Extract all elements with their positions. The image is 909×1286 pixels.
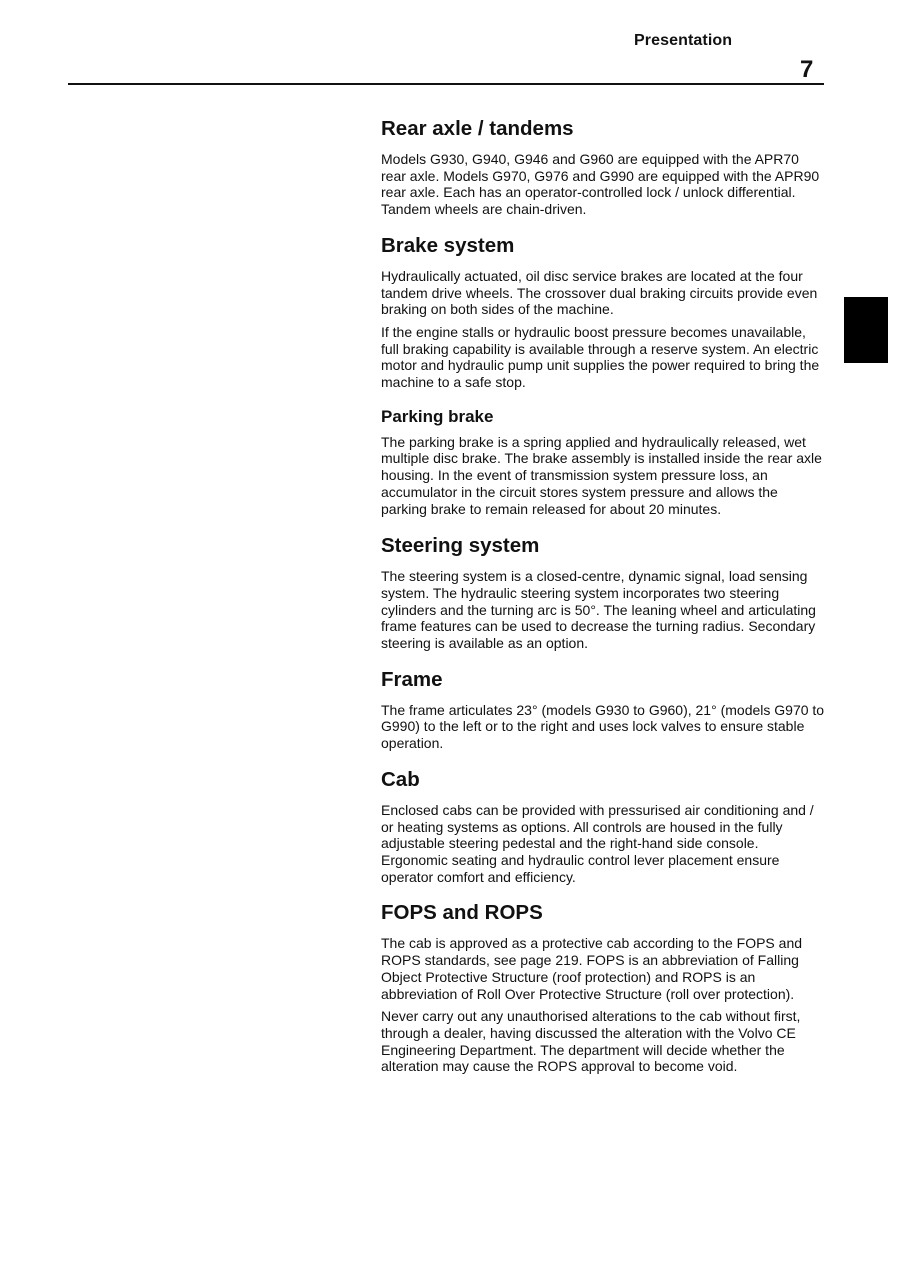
paragraph: Enclosed cabs can be provided with pressurised air conditioning and / or heating systems as options. All controls are housed in the fully adjustable steering pedestal and the right-hand side console. Ergonomic seating and hydraulic control lever placement ensure operator comfort and efficiency. <box>381 801 814 885</box>
page-number: 7 <box>800 56 814 83</box>
paragraph: If the engine stalls or hydraulic boost pressure becomes unavailable, full braking capability is available through a reserve system. An electric motor and hydraulic pump unit supplies the power required to bring the machine to a safe stop. <box>381 323 820 391</box>
header-divider <box>68 83 824 85</box>
section-frame <box>381 667 826 752</box>
subsection-heading: Parking brake <box>381 406 494 426</box>
main-content <box>381 116 826 1090</box>
section-heading: FOPS and ROPS <box>381 901 543 925</box>
section-heading: Brake system <box>381 233 515 257</box>
section-brake-system <box>381 233 826 391</box>
section-heading: Rear axle / tandems <box>381 117 574 140</box>
paragraph: Hydraulically actuated, oil disc service brakes are located at the four tandem drive wheels. The crossover dual braking circuits provide even braking on both sides of the machine. <box>381 267 818 318</box>
section-heading: Steering system <box>381 534 540 558</box>
section-cab <box>381 767 826 886</box>
section-fops-rops <box>381 900 826 1075</box>
paragraph: The frame articulates 23° (models G930 to G960), 21° (models G970 to G990) to the left or to the right and uses lock valves to ensure stable operation. <box>381 701 825 752</box>
section-steering-system <box>381 533 826 652</box>
paragraph: The steering system is a closed-centre, dynamic signal, load sensing system. The hydraulic steering system incorporates two steering cylinders and the turning arc is 50°. The leaning wheel and articulating frame features can be used to decrease the turning radius. Secondary steering is available as an option. <box>381 568 816 652</box>
running-header-title: Presentation <box>634 32 733 49</box>
section-heading: Frame <box>381 667 443 691</box>
section-thumb-tab <box>844 297 888 363</box>
paragraph: Models G930, G940, G946 and G960 are equipped with the APR70 rear axle. Models G970, G976 and G990 are equipped with the APR90 rear axle. Each has an operator-controlled lock / unlock differential. Tandem wheels are chain-driven. <box>381 151 820 218</box>
paragraph: The parking brake is a spring applied and hydraulically released, wet multiple disc brake. The brake assembly is installed inside the rear axle housing. In the event of transmission system pressure loss, an accumulator in the circuit stores system pressure and allows the parking brake to remain released for about 20 minutes. <box>381 433 822 517</box>
section-heading: Cab <box>381 767 420 791</box>
section-parking-brake <box>381 406 826 518</box>
section-rear-axle <box>381 116 826 218</box>
paragraph: The cab is approved as a protective cab according to the FOPS and ROPS standards, see page 219. FOPS is an abbreviation of Falling Object Protective Structure (roof protection) and ROPS is an abbreviation of Roll Over Protective Structure (roll over protection). <box>381 935 803 1002</box>
paragraph: Never carry out any unauthorised alterations to the cab without first, through a dealer, having discussed the alteration with the Volvo CE Engineering Department. The department will decide whether the alteration may cause the ROPS approval to become void. <box>381 1008 801 1075</box>
